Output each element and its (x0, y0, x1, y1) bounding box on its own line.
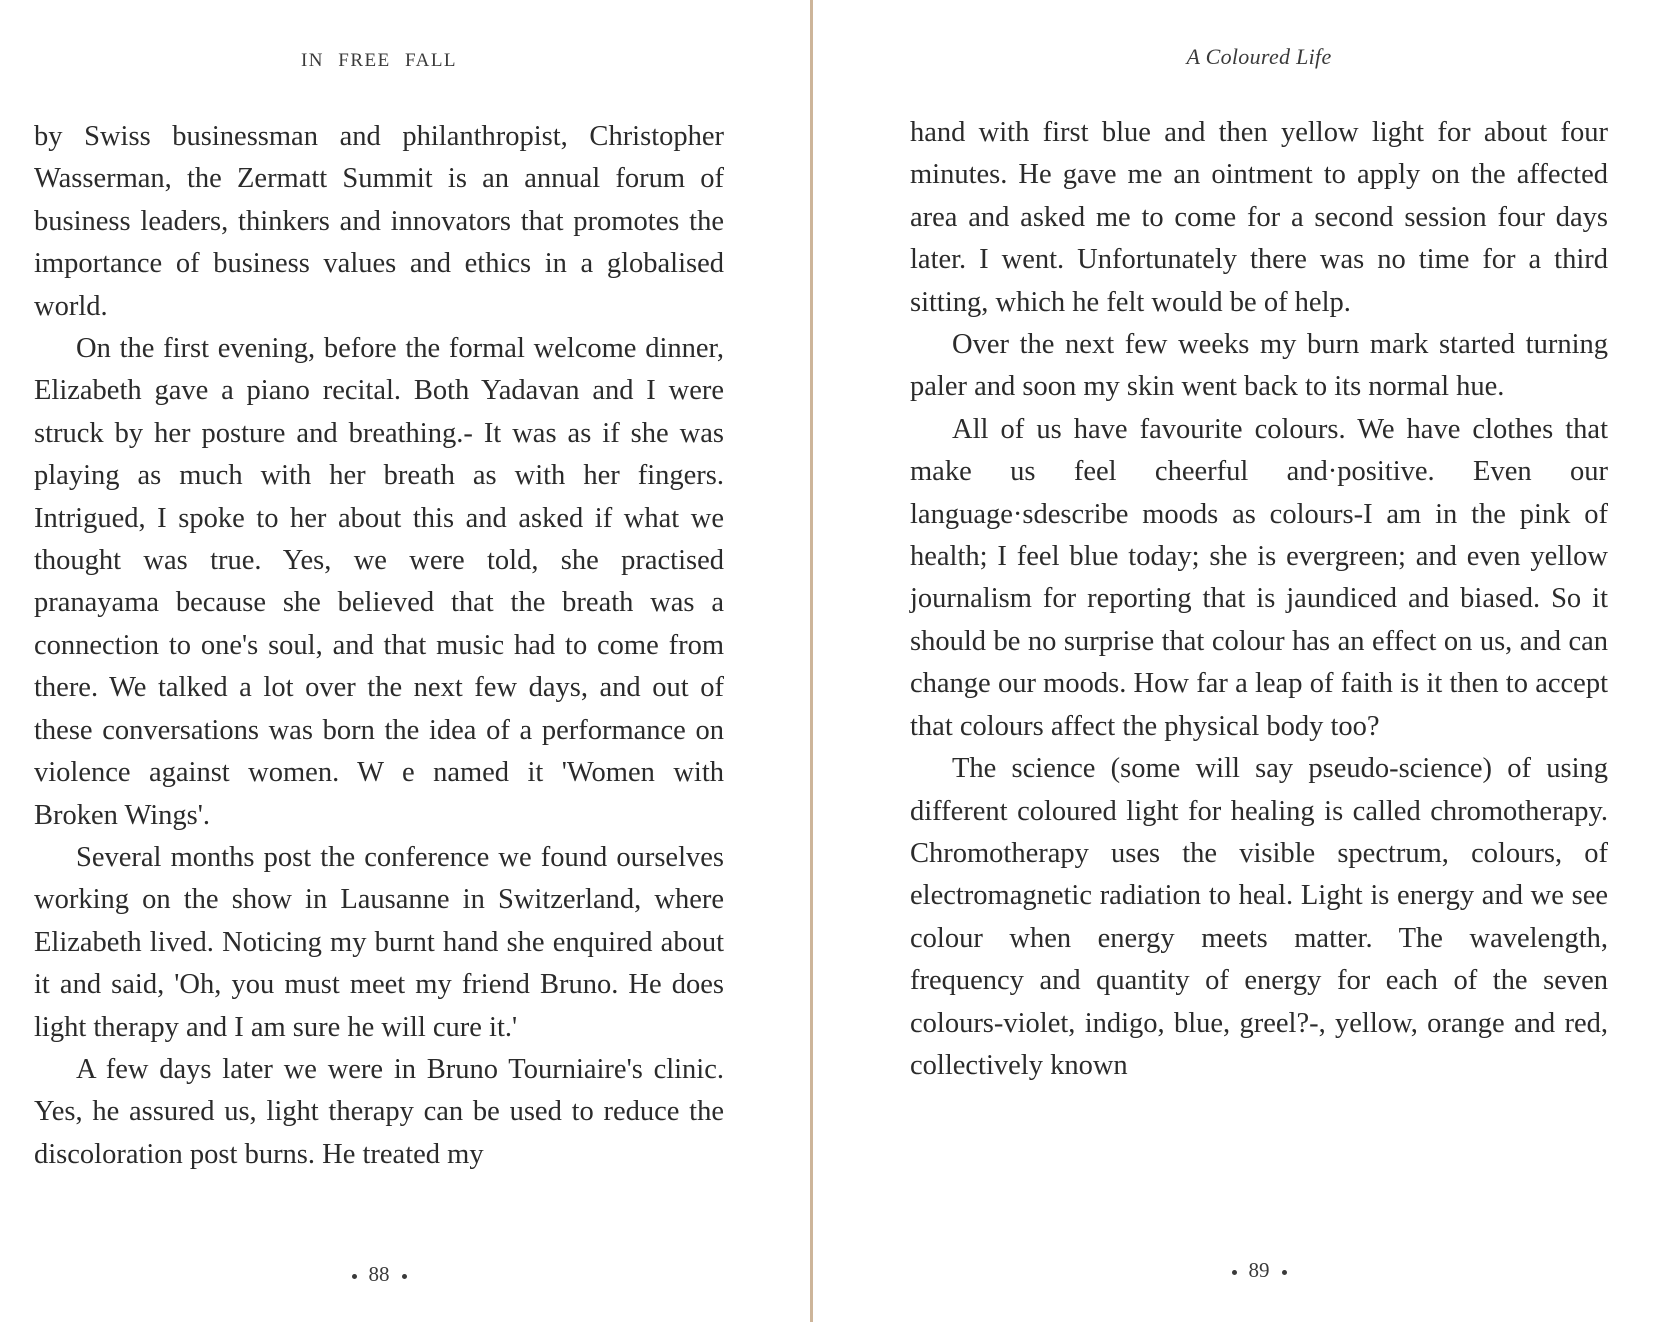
right-paragraph-4: The science (some will say pseudo-science) of using different coloured light for healing is called chromotherapy. Chromotherapy uses the visible spectrum, colours, of electromagnetic radiation to heal. Light is energy and we see colour when energy meets matter. The wavelength, frequency and quantity of energy for each of the seven colours-violet, indigo, blue, greel?-, yellow, orange and red, collectively known (910, 753, 1608, 1081)
left-page-number (34, 1262, 724, 1287)
right-page (910, 0, 1608, 1322)
right-paragraph-3: All of us have favourite colours. We have clothes that make us feel cheerful and·positive. Even our language·sdescribe moods as colours-I am in the pink of health; I feel blue today; she is evergreen; and even yellow journalism for reporting that is jaundiced and biased. So it should be no surprise that colour has an effect on us, and can change our moods. How far a leap of faith is it then to accept that colours affect the physical body too? (910, 413, 1608, 742)
left-paragraph-3: Several months post the conference we found ourselves working on the show in Lausanne in Switzerland, where Elizabeth lived. Noticing my burnt hand she enquired about it and said, 'Oh, you must meet my friend Bruno. He does light therapy and I am sure he will cure it.' (34, 841, 724, 1043)
folio-dot-right (402, 1274, 407, 1279)
folio-dot-left (352, 1274, 357, 1279)
right-body-text (910, 112, 1608, 1087)
right-page-number (910, 1258, 1608, 1283)
left-paragraph-4: A few days later we were in Bruno Tourniaire's clinic. Yes, he assured us, light therapy can be used to reduce the discoloration post burns. He treated my (34, 1053, 724, 1170)
right-folio-number: 89 (1248, 1258, 1270, 1282)
right-paragraph-1: hand with first blue and then yellow light for about four minutes. He gave me an ointment to apply on the affected area and asked me to come for a second session four days later. I went. Unfortunately there was no time for a third sitting, which he felt would be of help. (910, 117, 1608, 318)
left-folio-number: 88 (368, 1262, 390, 1286)
left-page (34, 0, 724, 1322)
left-paragraph-1: by Swiss businessman and philanthropist, Christopher Wasserman, the Zermatt Summit is an annual forum of business leaders, thinkers and innovators that promotes the importance of business values and ethics in a globalised world. (34, 121, 724, 322)
right-paragraph-2: Over the next few weeks my burn mark started turning paler and soon my skin went back to its normal hue. (910, 329, 1608, 403)
left-paragraph-2: On the first evening, before the formal welcome dinner, Elizabeth gave a piano recital. Both Yadavan and I were struck by her posture and breathing.- It was as if she was playing as much with her breath as with her fingers. Intrigued, I spoke to her about this and asked if what we thought was true. Yes, we were told, she practised pranayama because she believed that the breath was a connection to one's soul, and that music had to come from there. We talked a lot over the next few days, and out of these conversations was born the idea of a performance on violence against women. W e named it 'Women with Broken Wings'. (34, 333, 724, 831)
left-body-text (34, 116, 724, 1176)
left-running-head: IN FREE FALL (300, 50, 458, 71)
right-running-head: A Coloured Life (1186, 44, 1332, 69)
gutter-divider (810, 0, 813, 1322)
folio-dot-right (1282, 1270, 1287, 1275)
folio-dot-left (1232, 1270, 1237, 1275)
